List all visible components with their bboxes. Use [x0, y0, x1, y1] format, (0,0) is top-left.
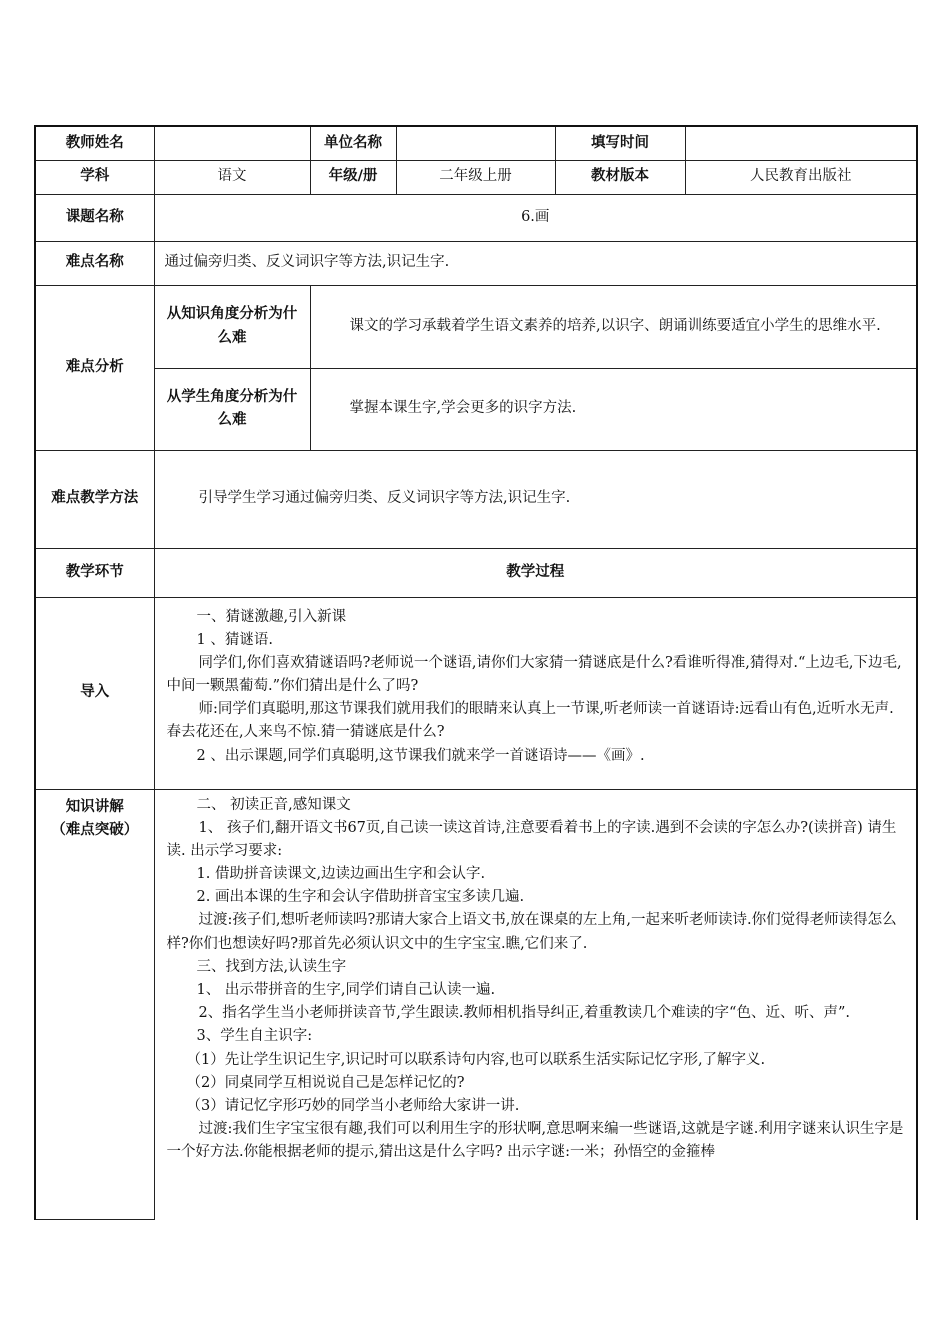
intro-content — [154, 597, 917, 789]
knowledge-content-clip — [167, 794, 909, 1214]
teacher-row — [35, 126, 917, 160]
knowledge-angle-cell — [310, 285, 917, 368]
stage-header: 教学环节 — [35, 548, 154, 597]
fill-date-label: 填写时间 — [555, 126, 685, 160]
method-row — [35, 450, 917, 548]
teaching-method-label: 难点教学方法 — [35, 450, 154, 548]
grade-label: 年级/册 — [310, 160, 396, 194]
teacher-name-value — [154, 126, 310, 160]
knowledge-line: 1、 孩子们,翻开语文书67页,自己读一读这首诗,注意要看着书上的字读.遇到不会读的字怎么办?(读拼音) 请生读. 出示学习要求: — [166, 819, 897, 859]
edition-value: 人民教育出版社 — [685, 160, 917, 194]
knowledge-analysis-row — [35, 285, 917, 368]
knowledge-label-cell — [35, 789, 154, 1220]
teaching-method-value: 引导学生学习通过偏旁归类、反义词识字等方法,识记生字. — [154, 450, 917, 548]
subject-row — [35, 160, 917, 194]
knowledge-line: 2. 画出本课的生字和会认字借助拼音宝宝多读几遍. — [196, 889, 525, 906]
student-angle-label: 从学生角度分析为什么难 — [154, 368, 310, 450]
topic-row — [35, 194, 917, 241]
lesson-plan-table — [34, 125, 918, 1220]
intro-line: 师:同学们真聪明,那这节课我们就用我们的眼睛来认真上一节课,听老师读一首谜语诗:远看山有色,近听水无声.春去花还在,人来鸟不惊.猜一猜谜底是什么? — [166, 701, 894, 741]
difficulty-name-value: 通过偏旁归类、反义词识字等方法,识记生字. — [154, 241, 917, 285]
student-angle-cell — [310, 368, 917, 450]
knowledge-line: 三、找到方法,认读生字 — [196, 958, 347, 975]
knowledge-line: 1. 借助拼音读课文,边读边画出生字和会认字. — [196, 866, 486, 883]
process-header: 教学过程 — [154, 548, 917, 597]
knowledge-line: （3）请记忆字形巧妙的同学当小老师给大家讲一讲. — [186, 1097, 520, 1114]
grade-value: 二年级上册 — [396, 160, 555, 194]
intro-line: 一、猜谜激趣,引入新课 — [196, 608, 347, 625]
teacher-name-label: 教师姓名 — [35, 126, 154, 160]
student-analysis-row — [35, 368, 917, 450]
topic-value: 6.画 — [154, 194, 917, 241]
knowledge-line: （1）先让学生识记生字,识记时可以联系诗句内容,也可以联系生活实际记忆字形,了解字义. — [186, 1051, 766, 1068]
subject-label: 学科 — [35, 160, 154, 194]
knowledge-line: （2）同桌同学互相说说自己是怎样记忆的? — [186, 1074, 465, 1091]
knowledge-sublabel: （难点突破） — [51, 821, 139, 838]
knowledge-line: 1、 出示带拼音的生字,同学们请自己认读一遍. — [196, 982, 496, 998]
knowledge-line: 二、 初读正音,感知课文 — [196, 796, 351, 813]
fill-date-value — [685, 126, 917, 160]
process-header-row — [35, 548, 917, 597]
knowledge-row — [35, 789, 917, 1220]
student-angle-text: 掌握本课生字,学会更多的识字方法. — [349, 400, 577, 417]
knowledge-angle-label: 从知识角度分析为什么难 — [154, 285, 310, 368]
difficulty-name-label: 难点名称 — [35, 241, 154, 285]
difficulty-analysis-label: 难点分析 — [35, 285, 154, 450]
knowledge-line: 过渡:我们生字宝宝很有趣,我们可以利用生字的形状啊,意思啊来编一些谜语,这就是字谜.利用字谜来认识生字是一个好方法.你能根据老师的提示,猜出这是什么字吗? 出示字谜:一米；孙悟空的金箍棒 — [166, 1121, 904, 1161]
knowledge-line: 2、指名学生当小老师拼读音节,学生跟读.教师相机指导纠正,着重教读几个难读的字“色、近、听、声”. — [198, 1005, 850, 1022]
intro-label: 导入 — [35, 597, 154, 789]
unit-name-value — [396, 126, 555, 160]
intro-row — [35, 597, 917, 789]
edition-label: 教材版本 — [555, 160, 685, 194]
lesson-plan-page — [34, 125, 916, 1220]
difficulty-name-row — [35, 241, 917, 285]
knowledge-line: 3、学生自主识字: — [196, 1028, 313, 1045]
intro-line: 2 、出示课题,同学们真聪明,这节课我们就来学一首谜语诗——《画》. — [196, 747, 645, 764]
knowledge-line: 过渡:孩子们,想听老师读吗?那请大家合上语文书,放在课桌的左上角,一起来听老师读诗.你们觉得老师读得怎么样?你们也想读好吗?那首先必须认识文中的生字宝宝.瞧,它们来了. — [166, 912, 897, 952]
unit-name-label: 单位名称 — [310, 126, 396, 160]
intro-line: 1 、猜谜语. — [196, 631, 273, 648]
knowledge-label: 知识讲解 — [65, 798, 124, 815]
topic-label: 课题名称 — [35, 194, 154, 241]
subject-value: 语文 — [154, 160, 310, 194]
knowledge-angle-text: 课文的学习承载着学生语文素养的培养,以识字、朗诵训练要适宜小学生的思维水平. — [349, 317, 881, 334]
intro-line: 同学们,你们喜欢猜谜语吗?老师说一个谜语,请你们大家猜一猜谜底是什么?看谁听得准,猜得对.“上边毛,下边毛,中间一颗黑葡萄.”你们猜出是什么了吗? — [166, 654, 902, 695]
knowledge-content — [154, 789, 917, 1220]
